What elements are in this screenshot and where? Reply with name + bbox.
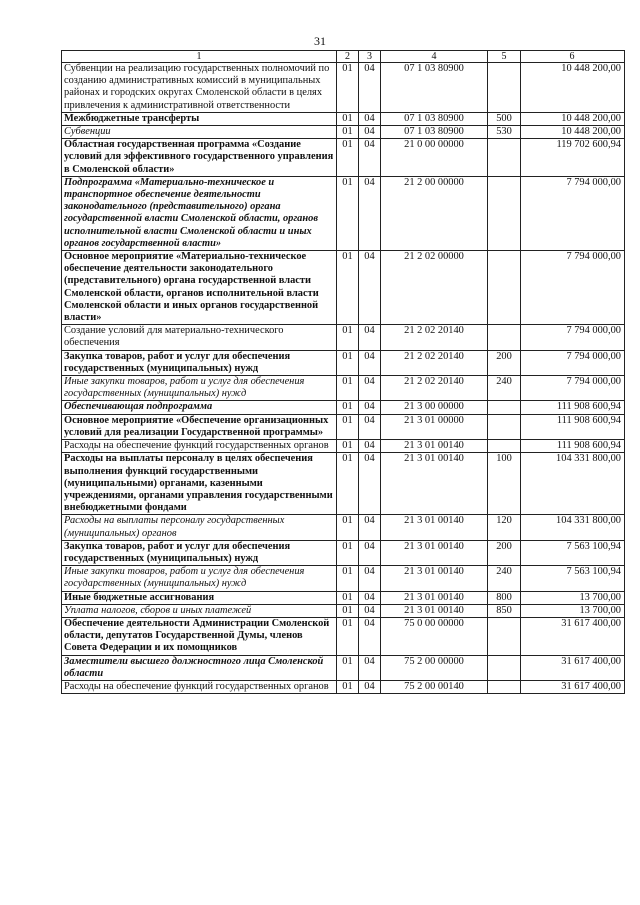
row-expense-type xyxy=(488,401,521,414)
table-row xyxy=(62,680,625,693)
row-section: 01 xyxy=(337,566,359,591)
row-section: 01 xyxy=(337,63,359,113)
row-subsection: 04 xyxy=(359,515,381,540)
row-amount: 119 702 600,94 xyxy=(521,139,625,177)
table-row xyxy=(62,540,625,565)
header-col-4: 4 xyxy=(381,51,488,63)
row-subsection: 04 xyxy=(359,566,381,591)
row-name: Основное мероприятие «Обеспечение организационных условий для реализации Государственной программы» xyxy=(62,414,337,439)
row-expense-type: 500 xyxy=(488,112,521,125)
row-amount: 7 794 000,00 xyxy=(521,325,625,350)
row-section: 01 xyxy=(337,540,359,565)
row-subsection: 04 xyxy=(359,139,381,177)
row-name: Обеспечивающая подпрограмма xyxy=(62,401,337,414)
row-target-code: 21 2 02 00000 xyxy=(381,251,488,325)
row-name: Областная государственная программа «Создание условий для эффективного государственного управления в Смоленской области» xyxy=(62,139,337,177)
row-amount: 31 617 400,00 xyxy=(521,655,625,680)
row-name: Межбюджетные трансферты xyxy=(62,112,337,125)
row-section: 01 xyxy=(337,112,359,125)
row-target-code: 21 3 01 00140 xyxy=(381,453,488,515)
table-row xyxy=(62,350,625,375)
row-section: 01 xyxy=(337,617,359,655)
row-name: Уплата налогов, сборов и иных платежей xyxy=(62,604,337,617)
row-section: 01 xyxy=(337,440,359,453)
row-name: Расходы на выплаты персоналу в целях обеспечения выполнения функций государственными (муниципальными) органами, казенными учреждениями, органами управления государственными внебюджетными фондами xyxy=(62,453,337,515)
table-row xyxy=(62,440,625,453)
row-amount: 7 563 100,94 xyxy=(521,540,625,565)
header-col-2: 2 xyxy=(337,51,359,63)
row-amount: 7 794 000,00 xyxy=(521,251,625,325)
row-expense-type: 240 xyxy=(488,566,521,591)
row-target-code: 07 1 03 80900 xyxy=(381,63,488,113)
row-target-code: 75 2 00 00140 xyxy=(381,680,488,693)
table-row xyxy=(62,376,625,401)
row-expense-type xyxy=(488,63,521,113)
row-target-code: 21 2 02 20140 xyxy=(381,350,488,375)
row-expense-type xyxy=(488,655,521,680)
row-amount: 7 794 000,00 xyxy=(521,350,625,375)
row-amount: 104 331 800,00 xyxy=(521,515,625,540)
row-expense-type xyxy=(488,176,521,250)
row-subsection: 04 xyxy=(359,176,381,250)
row-section: 01 xyxy=(337,139,359,177)
row-subsection: 04 xyxy=(359,680,381,693)
row-name: Заместители высшего должностного лица Смоленской области xyxy=(62,655,337,680)
row-name: Расходы на обеспечение функций государственных органов xyxy=(62,680,337,693)
row-subsection: 04 xyxy=(359,655,381,680)
row-target-code: 21 2 00 00000 xyxy=(381,176,488,250)
table-row xyxy=(62,251,625,325)
row-subsection: 04 xyxy=(359,540,381,565)
row-target-code: 07 1 03 80900 xyxy=(381,126,488,139)
row-target-code: 07 1 03 80900 xyxy=(381,112,488,125)
table-row xyxy=(62,591,625,604)
row-target-code: 21 3 01 00140 xyxy=(381,515,488,540)
row-subsection: 04 xyxy=(359,453,381,515)
table-row xyxy=(62,604,625,617)
row-name: Подпрограмма «Материально-техническое и транспортное обеспечение деятельности законодательного (представительного) органа государственной власти Смоленской области, органов исполнительной власти Смоленской области и иных органов государственной власти» xyxy=(62,176,337,250)
row-subsection: 04 xyxy=(359,325,381,350)
row-subsection: 04 xyxy=(359,604,381,617)
row-subsection: 04 xyxy=(359,112,381,125)
row-section: 01 xyxy=(337,515,359,540)
row-subsection: 04 xyxy=(359,376,381,401)
row-section: 01 xyxy=(337,251,359,325)
row-expense-type: 240 xyxy=(488,376,521,401)
row-amount: 7 794 000,00 xyxy=(521,176,625,250)
table-row xyxy=(62,126,625,139)
header-col-6: 6 xyxy=(521,51,625,63)
row-subsection: 04 xyxy=(359,63,381,113)
row-name: Субвенции на реализацию государственных полномочий по созданию административных комиссий в муниципальных районах и городских округах Смоленской области в целях привлечения к административной ответственности xyxy=(62,63,337,113)
table-row xyxy=(62,112,625,125)
row-section: 01 xyxy=(337,325,359,350)
table-header-row xyxy=(62,51,625,63)
row-target-code: 21 3 01 00140 xyxy=(381,540,488,565)
row-section: 01 xyxy=(337,414,359,439)
row-target-code: 21 3 01 00140 xyxy=(381,591,488,604)
table-row xyxy=(62,515,625,540)
row-name: Обеспечение деятельности Администрации Смоленской области, депутатов Государственной Думы, членов Совета Федерации и их помощников xyxy=(62,617,337,655)
row-subsection: 04 xyxy=(359,591,381,604)
row-section: 01 xyxy=(337,453,359,515)
table-row xyxy=(62,401,625,414)
row-expense-type: 120 xyxy=(488,515,521,540)
row-section: 01 xyxy=(337,376,359,401)
row-target-code: 21 3 01 00000 xyxy=(381,414,488,439)
row-subsection: 04 xyxy=(359,251,381,325)
row-target-code: 75 2 00 00000 xyxy=(381,655,488,680)
row-subsection: 04 xyxy=(359,414,381,439)
row-name: Иные бюджетные ассигнования xyxy=(62,591,337,604)
row-amount: 111 908 600,94 xyxy=(521,414,625,439)
budget-table xyxy=(61,50,625,694)
row-expense-type: 530 xyxy=(488,126,521,139)
row-subsection: 04 xyxy=(359,401,381,414)
row-target-code: 21 0 00 00000 xyxy=(381,139,488,177)
row-target-code: 21 2 02 20140 xyxy=(381,376,488,401)
header-col-3: 3 xyxy=(359,51,381,63)
row-subsection: 04 xyxy=(359,617,381,655)
row-name: Основное мероприятие «Материально-техническое обеспечение деятельности законодательного (представительного) органа государственной власти Смоленской области, органов исполнительной власти Смоленской области и иных органов государственной власти» xyxy=(62,251,337,325)
table-row xyxy=(62,63,625,113)
row-name: Закупка товаров, работ и услуг для обеспечения государственных (муниципальных) нужд xyxy=(62,350,337,375)
row-name: Субвенции xyxy=(62,126,337,139)
row-section: 01 xyxy=(337,401,359,414)
row-section: 01 xyxy=(337,350,359,375)
row-amount: 13 700,00 xyxy=(521,604,625,617)
row-expense-type: 100 xyxy=(488,453,521,515)
row-expense-type: 850 xyxy=(488,604,521,617)
row-expense-type xyxy=(488,325,521,350)
row-section: 01 xyxy=(337,591,359,604)
row-expense-type xyxy=(488,251,521,325)
row-expense-type xyxy=(488,440,521,453)
row-name: Создание условий для материально-технического обеспечения xyxy=(62,325,337,350)
row-expense-type xyxy=(488,139,521,177)
row-target-code: 21 3 01 00140 xyxy=(381,604,488,617)
row-expense-type xyxy=(488,680,521,693)
row-amount: 10 448 200,00 xyxy=(521,63,625,113)
row-amount: 7 794 000,00 xyxy=(521,376,625,401)
row-subsection: 04 xyxy=(359,126,381,139)
row-expense-type: 800 xyxy=(488,591,521,604)
row-section: 01 xyxy=(337,604,359,617)
table-row xyxy=(62,566,625,591)
table-row xyxy=(62,414,625,439)
row-amount: 104 331 800,00 xyxy=(521,453,625,515)
header-col-1: 1 xyxy=(62,51,337,63)
row-expense-type xyxy=(488,617,521,655)
row-name: Иные закупки товаров, работ и услуг для обеспечения государственных (муниципальных) нужд xyxy=(62,566,337,591)
row-amount: 10 448 200,00 xyxy=(521,126,625,139)
page-number: 31 xyxy=(314,34,326,48)
table-row xyxy=(62,655,625,680)
row-amount: 31 617 400,00 xyxy=(521,680,625,693)
row-section: 01 xyxy=(337,655,359,680)
row-expense-type: 200 xyxy=(488,350,521,375)
row-name: Расходы на выплаты персоналу государственных (муниципальных) органов xyxy=(62,515,337,540)
header-col-5: 5 xyxy=(488,51,521,63)
row-target-code: 21 2 02 20140 xyxy=(381,325,488,350)
row-section: 01 xyxy=(337,176,359,250)
row-target-code: 21 3 01 00140 xyxy=(381,566,488,591)
row-target-code: 21 3 01 00140 xyxy=(381,440,488,453)
row-subsection: 04 xyxy=(359,350,381,375)
row-name: Иные закупки товаров, работ и услуг для обеспечения государственных (муниципальных) нужд xyxy=(62,376,337,401)
row-expense-type xyxy=(488,414,521,439)
row-name: Расходы на обеспечение функций государственных органов xyxy=(62,440,337,453)
row-amount: 7 563 100,94 xyxy=(521,566,625,591)
row-target-code: 75 0 00 00000 xyxy=(381,617,488,655)
row-amount: 10 448 200,00 xyxy=(521,112,625,125)
table-row xyxy=(62,139,625,177)
table-row xyxy=(62,617,625,655)
row-subsection: 04 xyxy=(359,440,381,453)
table-row xyxy=(62,453,625,515)
row-section: 01 xyxy=(337,680,359,693)
row-amount: 111 908 600,94 xyxy=(521,401,625,414)
row-section: 01 xyxy=(337,126,359,139)
row-expense-type: 200 xyxy=(488,540,521,565)
row-target-code: 21 3 00 00000 xyxy=(381,401,488,414)
table-row xyxy=(62,176,625,250)
row-amount: 13 700,00 xyxy=(521,591,625,604)
row-amount: 31 617 400,00 xyxy=(521,617,625,655)
table-body xyxy=(62,51,625,694)
row-name: Закупка товаров, работ и услуг для обеспечения государственных (муниципальных) нужд xyxy=(62,540,337,565)
row-amount: 111 908 600,94 xyxy=(521,440,625,453)
table-row xyxy=(62,325,625,350)
